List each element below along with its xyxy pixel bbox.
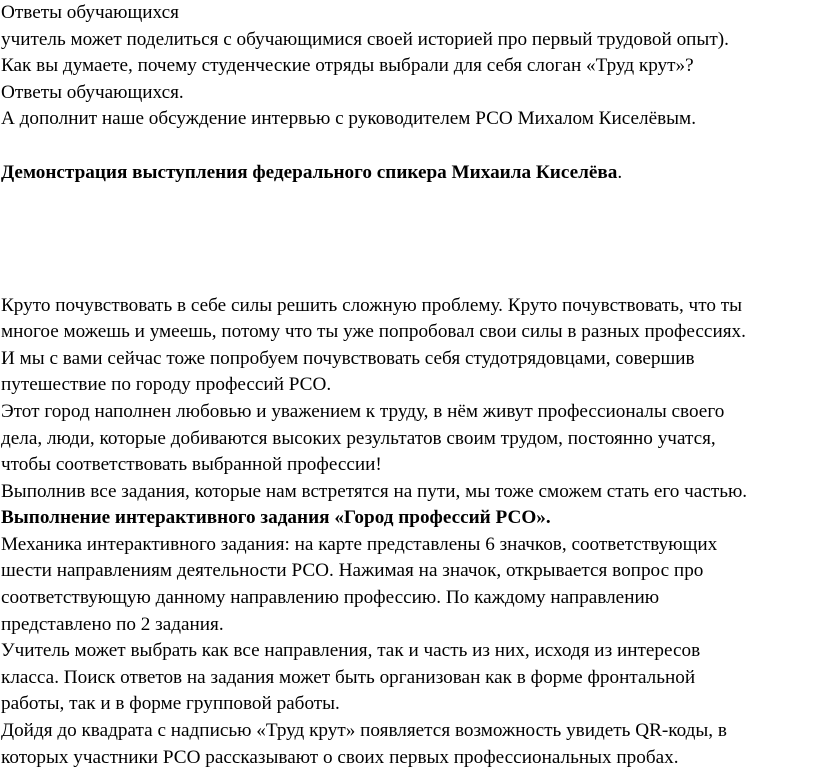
text-line: чтобы соответствовать выбранной профессии!: [1, 454, 382, 476]
text-line: многое можешь и умеешь, потому что ты уже попробовал свои силы в разных профессиях.: [1, 321, 746, 343]
text-line: Механика интерактивного задания: на карте представлены 6 значков, соответствующих: [1, 533, 718, 555]
demo-heading-text: Демонстрация выступления федерального спикера Михаила Киселёва: [1, 161, 618, 183]
text-line: представлено по 2 задания.: [1, 613, 224, 635]
text-line: Этот город наполнен любовью и уважением к труду, в нём живут профессионалы своего: [1, 400, 725, 422]
blank-line: [0, 213, 816, 240]
demo-heading: [0, 160, 816, 187]
text-line: Дойдя до квадрата с надписью «Труд крут» появляется возможность увидеть QR-коды, в: [1, 720, 727, 742]
text-line: путешествие по городу профессий РСО.: [1, 374, 332, 396]
text-line: Выполнив все задания, которые нам встретятся на пути, мы тоже сможем стать его частью.: [1, 480, 748, 502]
blank-line: [0, 239, 816, 266]
text-line: которых участники РСО рассказывают о своих первых профессиональных пробах.: [1, 746, 679, 768]
text-line: И мы с вами сейчас тоже попробуем почувствовать себя студотрядовцами, совершив: [1, 347, 695, 369]
text-line: дела, люди, которые добиваются высоких результатов своим трудом, постоянно учатся,: [1, 427, 716, 449]
text-line: Круто почувствовать в себе силы решить сложную проблему. Круто почувствовать, что ты: [1, 294, 743, 316]
text-line: Ответы обучающихся.: [1, 81, 184, 103]
blank-line: [0, 186, 816, 213]
text-line: Учитель может выбрать как все направления, так и часть из них, исходя из интересов: [1, 640, 701, 662]
text-line: соответствующую данному направлению профессию. По каждому направлению: [1, 587, 660, 609]
task-heading: Выполнение интерактивного задания «Город профессий РСО».: [1, 507, 551, 529]
text-line: шести направлениям деятельности РСО. Нажимая на значок, открывается вопрос про: [1, 560, 704, 582]
text-line: работы, так и в форме групповой работы.: [1, 693, 340, 715]
text-line: Как вы думаете, почему студенческие отряды выбрали для себя слоган «Труд крут»?: [1, 55, 694, 77]
text-line: класса. Поиск ответов на задания может быть организован как в форме фронтальной: [1, 666, 696, 688]
blank-line: [0, 266, 816, 293]
text-line: учитель может поделиться с обучающимися своей историей про первый трудовой опыт).: [1, 28, 729, 50]
demo-heading-period: .: [617, 161, 623, 183]
text-line: Ответы обучающихся: [1, 2, 179, 23]
blank-line: [0, 133, 816, 160]
text-line: А дополнит наше обсуждение интервью с руководителем РСО Михалом Киселёвым.: [1, 108, 696, 130]
